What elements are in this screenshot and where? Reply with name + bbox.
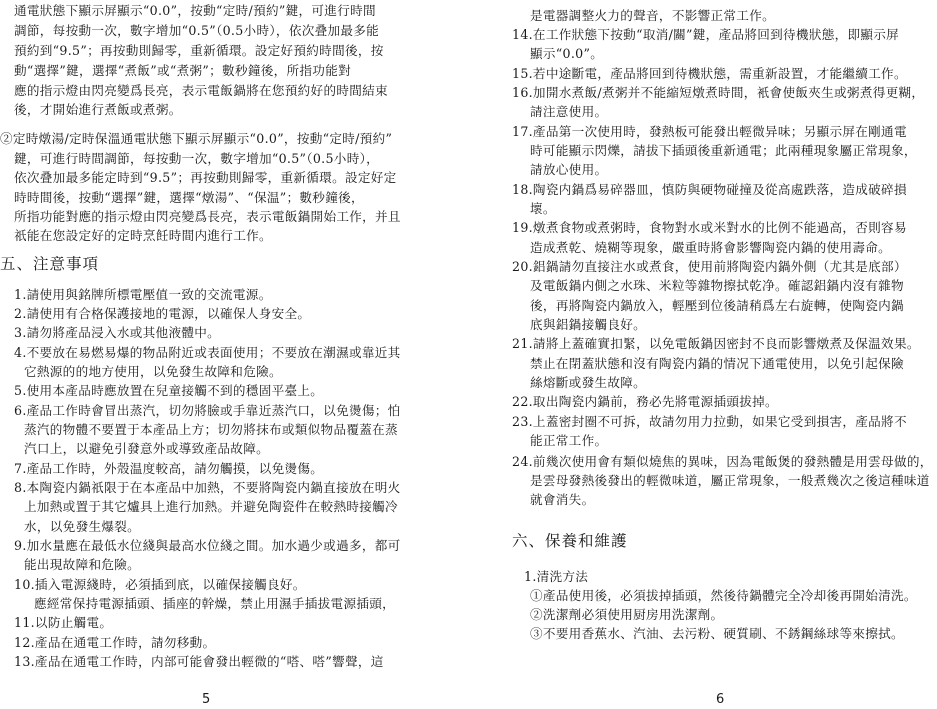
list-item: 24.前幾次使用會有類似燒焦的異味，因為電飯煲的發熱體是用雲母做的， xyxy=(512,454,933,469)
list-item-cont: 上加熱或置于其它爐具上進行加熱。并避免陶瓷件在較熱時接觸冷 xyxy=(24,499,398,514)
text-line: 調節，每按動一次，數字增加“0.5”（0.5小時），依次叠加最多能 xyxy=(14,23,380,38)
list-item-cont: 應經常保持電源插頭、插座的幹燥，禁止用濕手插拔電源插頭， xyxy=(34,596,396,611)
list-item: 20.鋁鍋請勿直接注水或煮食，使用前將陶瓷内鍋外側（尤其是底部） xyxy=(512,259,907,274)
list-item: 11.以防止觸電。 xyxy=(14,615,113,630)
list-item-cont: 請注意使用。 xyxy=(530,104,608,119)
list-item: 7.產品工作時，外殼温度較高，請勿觸摸，以免燙傷。 xyxy=(14,461,324,476)
list-item-cont: 它熱源的的地方使用，以免發生故障和危險。 xyxy=(24,364,282,379)
list-item: 13.產品在通電工作時，内部可能會發出輕微的“嗒、嗒”響聲，這 xyxy=(14,654,384,669)
list-item-cont: 絲熔斷或發生故障。 xyxy=(530,375,647,390)
text-line: 時時間後，按動“選擇”鍵，選擇“燉湯”、“保温”；數秒鐘後， xyxy=(14,190,364,205)
list-item: 6.產品工作時會冒出蒸汽，切勿將臉或手靠近蒸汽口，以免燙傷；怕 xyxy=(14,403,401,418)
sub-title: 1.清洗方法 xyxy=(524,569,589,584)
list-item: 17.產品第一次使用時，發熱板可能發出輕微异味；另顯示屏在剛通電 xyxy=(512,124,907,139)
list-item-cont: 是電器調整火力的聲音，不影響正常工作。 xyxy=(530,8,775,23)
list-item-cont: 底與鋁鍋接觸良好。 xyxy=(530,317,647,332)
list-item: 19.燉煮食物或煮粥時，食物對水或米對水的比例不能過高，否則容易 xyxy=(512,220,907,235)
list-item: 23.上蓋密封圈不可拆，故請勿用力拉動，如果它受到損害，產品將不 xyxy=(512,414,907,429)
section-title: 五、注意事項 xyxy=(0,255,100,273)
list-item: 3.請勿將產品浸入水或其他液體中。 xyxy=(14,325,221,340)
section-title: 六、保養和維護 xyxy=(512,532,628,550)
list-item: 5.使用本產品時應放置在兒童接觸不到的穩固平臺上。 xyxy=(14,383,324,398)
list-item: 4.不要放在易燃易爆的物品附近或表面使用；不要放在潮濕或靠近其 xyxy=(14,345,401,360)
text-line: 應的指示燈由閃亮變爲長亮，表示電飯鍋將在您預約好的時間結束 xyxy=(14,83,388,98)
page-number: 6 xyxy=(716,692,725,707)
list-item: 8.本陶瓷内鍋祇限于在本產品中加熱，不要將陶瓷内鍋直接放在明火 xyxy=(14,480,401,495)
list-item-cont: 後，再將陶瓷内鍋放入，輕壓到位後請稍爲左右旋轉，使陶瓷内鍋 xyxy=(530,298,904,313)
list-item: 9.加水量應在最低水位綫與最高水位綫之間。加水過少或過多，都可 xyxy=(14,538,401,553)
list-item: ②洗潔劑必須使用厨房用洗潔劑。 xyxy=(530,607,724,622)
list-item-cont: 就會消失。 xyxy=(530,492,595,507)
list-item-cont: 是雲母發熱後發出的輕微味道，屬正常現象，一般煮幾次之後這種味道 xyxy=(530,473,930,488)
list-item: 1.請使用與銘牌所標電壓值一致的交流電源。 xyxy=(14,287,272,302)
text-line: 動“選擇”鍵，選擇“煮飯”或“煮粥”；數秒鐘後，所指功能對 xyxy=(14,63,351,78)
list-item-cont: 造成煮乾、燒糊等現象，嚴重時將會影響陶瓷内鍋的使用壽命。 xyxy=(530,240,892,255)
text-line: 鍵，可進行時間調節，每按動一次，數字增加“0.5”（0.5小時）， xyxy=(14,151,380,166)
list-item: 12.產品在通電工作時，請勿移動。 xyxy=(14,635,216,650)
text-line: ②定時燉湯/定時保溫通電狀態下顯示屏顯示“0.0”，按動“定時/預約” xyxy=(0,131,393,146)
text-line: 後，才開始進行煮飯或煮粥。 xyxy=(14,102,182,117)
list-item: 10.插入電源綫時，必須插到底，以確保接觸良好。 xyxy=(14,577,306,592)
list-item: 21.請將上蓋確實扣緊，以免電飯鍋因密封不良而影響燉煮及保温效果。 xyxy=(512,336,920,351)
list-item: 14.在工作狀態下按動“取消/關”鍵，產品將回到待機狀態，即顯示屏 xyxy=(512,27,900,42)
page-number: 5 xyxy=(202,692,211,707)
list-item: ③不要用香蕉水、汽油、去污粉、硬質刷、不銹鋼絲球等來擦拭。 xyxy=(530,626,904,641)
list-item: 22.取出陶瓷内鍋前，務必先將電源插頭拔掉。 xyxy=(512,394,778,409)
text-line: 所指功能對應的指示燈由閃亮變爲長亮，表示電飯鍋開始工作，并且 xyxy=(14,209,401,224)
list-item-cont: 汽口上，以避免引發意外或導致產品故障。 xyxy=(24,441,269,456)
list-item: 15.若中途斷電，產品將回到待機狀態，需重新設置，才能繼續工作。 xyxy=(512,66,907,81)
list-item: 2.請使用有合格保護接地的電源，以確保人身安全。 xyxy=(14,306,311,321)
text-line: 預約到“9.5”；再按動則歸零，重新循環。設定好預約時間後，按 xyxy=(14,43,384,58)
list-item-cont: 能正常工作。 xyxy=(530,433,608,448)
list-item-cont: 禁止在閉蓋狀態和沒有陶瓷内鍋的情况下通電使用，以免引起保險 xyxy=(530,356,904,371)
list-item: 18.陶瓷内鍋爲易碎器皿，慎防與硬物碰撞及從高處跌落，造成破碎損 xyxy=(512,182,907,197)
list-item-cont: 時可能顯示閃爍，請拔下插頭後重新通電；此兩種現象屬正常現象， xyxy=(530,143,917,158)
list-item-cont: 壞。 xyxy=(530,201,556,216)
text-line: 祇能在您設定好的定時烹飪時間内進行工作。 xyxy=(14,228,272,243)
list-item-cont: 蒸汽的物體不要置于本產品上方；切勿將抹布或類似物品覆蓋在蒸 xyxy=(24,422,398,437)
list-item: 16.加開水煮飯/煮粥并不能縮短燉煮時間，衹會使飯夾生或粥煮得更糊， xyxy=(512,85,925,100)
list-item-cont: 請放心使用。 xyxy=(530,162,608,177)
list-item-cont: 能出現故障和危險。 xyxy=(24,557,141,572)
text-line: 依次叠加最多能定時到“9.5”；再按動則歸零，重新循環。設定好定 xyxy=(14,170,397,185)
list-item-cont: 顯示“0.0”。 xyxy=(530,46,604,61)
text-line: 通電狀態下顯示屏顯示“0.0”，按動“定時/預約”鍵，可進行時間 xyxy=(14,3,376,18)
list-item-cont: 水，以免發生爆裂。 xyxy=(24,519,141,534)
list-item-cont: 及電飯鍋内側之水珠、米粒等雜物擦拭乾净。確認鋁鍋内沒有雜物 xyxy=(530,278,904,293)
list-item: ①產品使用後，必須拔掉插頭，然後待鍋體完全冷却後再開始清洗。 xyxy=(530,588,917,603)
